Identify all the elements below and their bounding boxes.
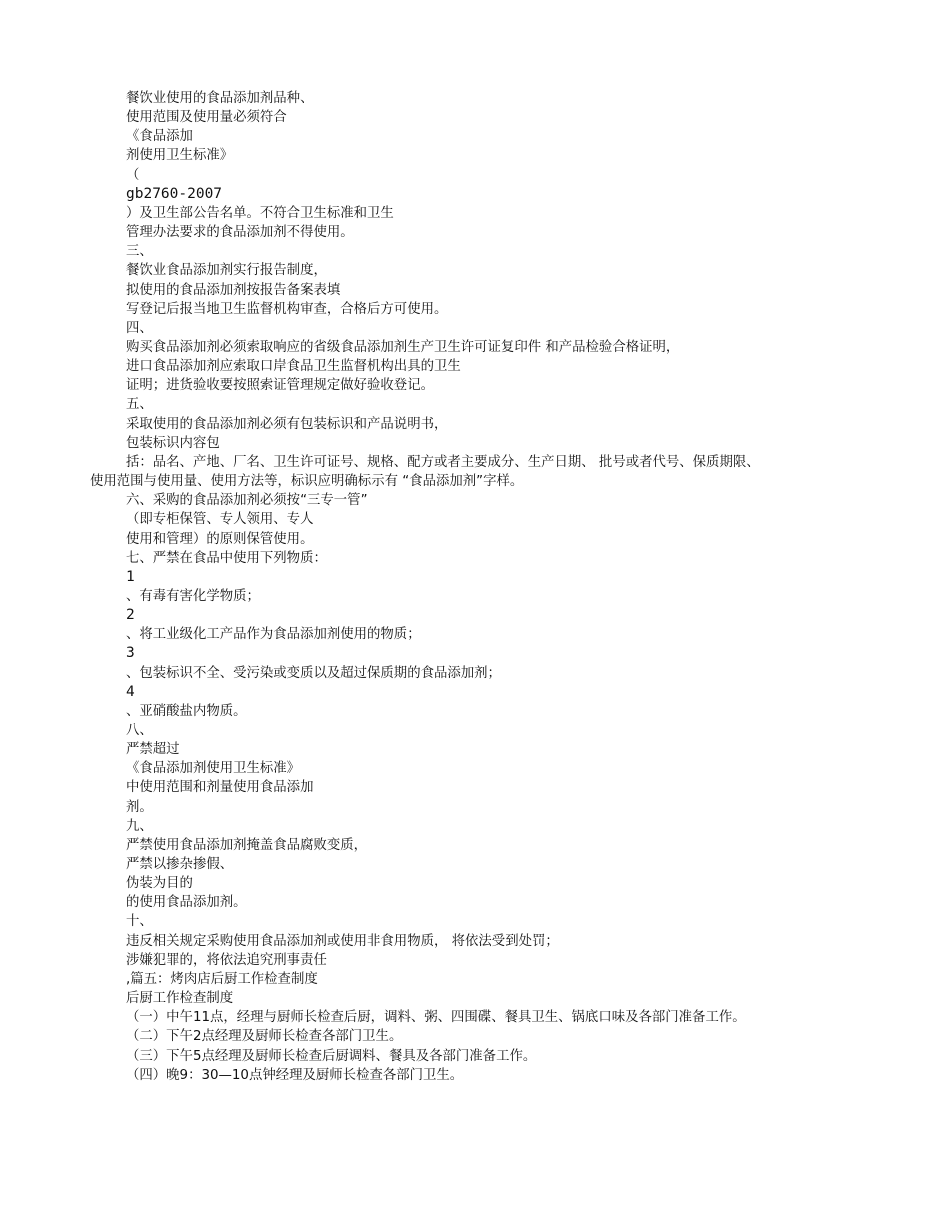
text-line: 中使用范围和剂量使用食品添加 <box>126 780 314 796</box>
text-line: （四）晚9：30—10点钟经理及厨师长检查各部门卫生。 <box>126 1067 464 1083</box>
text-line: 1 <box>126 568 135 585</box>
text-line: 购买食品添加剂必须索取响应的省级食品添加剂生产卫生许可证复印件 和产品检验合格证明， <box>126 339 680 355</box>
text-line: 五、 <box>126 397 153 413</box>
text-line: 严禁超过 <box>126 742 180 758</box>
text-line: 使用范围与使用量、使用方法等，标识应明确标示有 “食品添加剂”字样。 <box>90 474 524 489</box>
text-line: 、有毒有害化学物质； <box>126 588 260 604</box>
text-line: 的使用食品添加剂。 <box>126 895 247 911</box>
text-line: 剂。 <box>126 799 153 815</box>
text-line: ）及卫生部公告名单。不符合卫生标准和卫生 <box>126 205 394 221</box>
text-line: 九、 <box>126 818 153 834</box>
text-line: （即专柜保管、专人领用、专人 <box>126 512 314 528</box>
text-line: 伪装为目的 <box>126 876 193 892</box>
text-line: 严禁以掺杂掺假、 <box>126 857 234 872</box>
text-line: 、包装标识不全、受污染或变质以及超过保质期的食品添加剂； <box>126 665 501 681</box>
text-line: 剂使用卫生标准》 <box>126 148 234 164</box>
text-line: 4 <box>126 683 135 700</box>
text-line: 十、 <box>126 914 153 930</box>
text-line: 包装标识内容包 <box>126 435 220 451</box>
text-line: 违反相关规定采购使用食品添加剂或使用非食用物质， 将依法受到处罚； <box>126 933 559 949</box>
text-line: 采取使用的食品添加剂必须有包装标识和产品说明书， <box>126 416 448 432</box>
text-line: 证明；进货验收要按照索证管理规定做好验收登记。 <box>126 378 434 394</box>
text-line: 严禁使用食品添加剂掩盖食品腐败变质， <box>126 837 368 853</box>
text-line: 进口食品添加剂应索取口岸食品卫生监督机构出具的卫生 <box>126 359 461 375</box>
text-line: 七、严禁在食品中使用下列物质： <box>126 550 327 566</box>
text-line: 使用范围及使用量必须符合 <box>126 110 287 126</box>
text-line: 餐饮业使用的食品添加剂品种、 <box>126 91 314 106</box>
text-line: 六、采购的食品添加剂必须按“三专一管” <box>126 493 368 509</box>
text-line: 《食品添加 <box>126 129 193 145</box>
text-line: gb2760-2007 <box>126 185 223 202</box>
text-line: （一）中午11点，经理与厨师长检查后厨，调料、粥、四围碟、餐具卫生、锅底口味及各部门准备工作。 <box>126 1010 746 1026</box>
text-line: 2 <box>126 607 135 623</box>
text-line: 写登记后报当地卫生监督机构审查，合格后方可使用。 <box>126 301 448 317</box>
text-line: 、将工业级化工产品作为食品添加剂使用的物质； <box>126 627 421 643</box>
text-line: 八、 <box>126 722 153 738</box>
text-line: 管理办法要求的食品添加剂不得使用。 <box>126 225 354 240</box>
text-line: 三、 <box>126 244 153 260</box>
text-line: 《食品添加剂使用卫生标准》 <box>126 761 301 777</box>
text-line: 拟使用的食品添加剂按报告备案表填 <box>126 282 341 298</box>
text-line: 使用和管理）的原则保管使用。 <box>126 531 314 547</box>
text-line: （二）下午2点经理及厨师长检查各部门卫生。 <box>126 1029 403 1045</box>
text-line: （ <box>126 167 140 183</box>
text-line: 括：品名、产地、厂名、卫生许可证号、规格、配方或者主要成分、生产日期、 批号或者代号、保质期限、 <box>126 454 760 470</box>
text-line: 3 <box>126 645 135 662</box>
text-line: 、亚硝酸盐内物质。 <box>126 703 247 719</box>
text-line: 后厨工作检查制度 <box>126 991 234 1006</box>
text-line: ,篇五：烤肉店后厨工作检查制度 <box>126 971 318 987</box>
text-line: （三）下午5点经理及厨师长检查后厨调料、餐具及各部门准备工作。 <box>126 1048 537 1064</box>
text-line: 四、 <box>126 320 153 336</box>
text-line: 涉嫌犯罪的，将依法追究刑事责任 <box>126 952 327 968</box>
text-line: 餐饮业食品添加剂实行报告制度， <box>126 263 327 279</box>
